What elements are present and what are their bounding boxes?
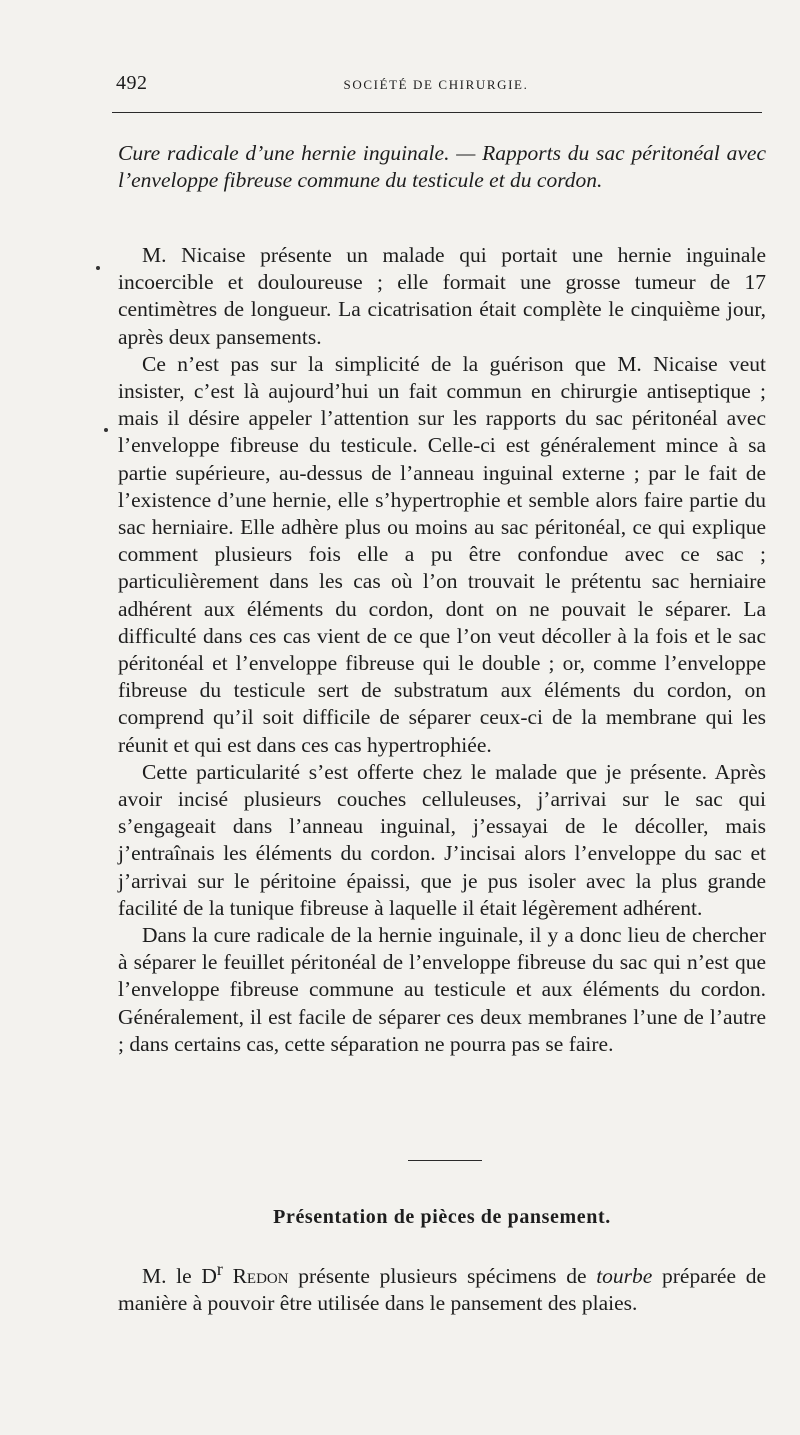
section-title: Cure radicale d’une hernie inguinale. — Rapports du sac péritonéal avec l’enveloppe fibreuse commune du testicule et du cordon. xyxy=(118,141,766,192)
peat-word: tourbe xyxy=(596,1264,653,1289)
paragraph-1: M. Nicaise présente un malade qui portait une hernie inguinale incoercible et douloureuse ; elle formait une grosse tumeur de 17 centimètres de longueur. La cicatrisation était complète le cinquième jour, après deux pansements. xyxy=(118,243,766,349)
paragraph-4: Dans la cure radicale de la hernie inguinale, il y a donc lieu de chercher à séparer le feuillet péritonéal de l’enveloppe fibreuse du sac qui n’est que l’enveloppe fibreuse commune au testicule et aux éléments du cordon. Généralement, il est facile de séparer ces deux membranes l’une de l’autre ; dans certains cas, cette séparation ne pourra pas se faire. xyxy=(118,923,766,1056)
presentation-suffix: préparée de manière à pouvoir être utilisée dans le pansement des plaies. xyxy=(118,1264,766,1316)
presentation-paragraph xyxy=(118,1256,766,1318)
page-header xyxy=(112,72,760,98)
paragraph-2: Ce n’est pas sur la simplicité de la guérison que M. Nicaise veut insister, c’est là aujourd’hui un fait commun en chirurgie antiseptique ; mais il désire appeler l’attention sur les rapports du sac péritonéal avec l’enveloppe fibreuse du testicule. Celle-ci est généralement mince à sa partie supérieure, au-dessus de l’anneau inguinal externe ; par le fait de l’existence d’une hernie, elle s’hypertrophie et semble alors faire partie du sac herniaire. Elle adhère plus ou moins au sac péritonéal, ce qui explique comment plusieurs fois elle a pu être confondue avec ce sac ; particulièrement dans les cas où l’on trouvait le prétentu sac herniaire adhérent aux éléments du cordon, dont on ne pouvait le séparer. La difficulté dans ces cas vient de ce que l’on veut décoller à la fois et le sac péritonéal et l’enveloppe fibreuse qui le double ; or, comme l’enveloppe fibreuse du testicule sert de substratum aux éléments du cordon, on comprend qu’il soit difficile de séparer ceux-ci de la membrane qui les réunit et qui est dans ces cas hypertrophiée. xyxy=(118,351,766,757)
page-number: 492 xyxy=(116,72,148,94)
header-rule xyxy=(112,112,762,113)
presentation-text xyxy=(118,1256,766,1318)
body-text xyxy=(118,242,766,1058)
section-separator xyxy=(408,1160,482,1161)
presentation-heading: Présentation de pièces de pansement. xyxy=(273,1206,611,1228)
running-head: SOCIÉTÉ DE CHIRURGIE. xyxy=(343,77,529,92)
margin-mark-2 xyxy=(104,428,108,432)
paragraph-3: Cette particularité s’est offerte chez le malade que je présente. Après avoir incisé plusieurs couches celluleuses, j’arrivai sur le sac qui s’engageait dans l’anneau inguinal, j’essayai de le décoller, mais j’entraînais les éléments du cordon. J’incisai alors l’enveloppe du sac et j’arrivai sur le péritoine épaissi, que je pus isoler avec la plus grande facilité de la tunique fibreuse à laquelle il était légèrement adhérent. xyxy=(118,759,766,920)
margin-mark-1 xyxy=(96,266,100,270)
doctor-superscript: r xyxy=(216,1259,223,1279)
presentation-prefix: M. le D xyxy=(142,1264,217,1289)
doctor-name: Redon xyxy=(232,1264,289,1289)
presentation-middle: présente plusieurs spécimens de xyxy=(288,1264,597,1289)
